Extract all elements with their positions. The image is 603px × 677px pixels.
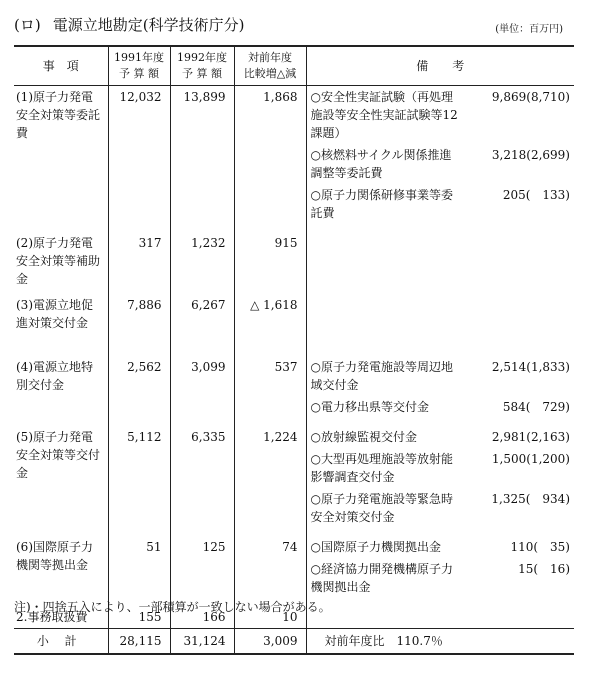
header-diff: 対前年度 比較増△減 [234, 46, 306, 86]
total-1992: 31,124 [170, 629, 234, 655]
row-diff: △ 1,618 [234, 290, 306, 352]
header-item: 事 項 [14, 46, 108, 86]
table-row [14, 422, 574, 532]
row-remarks [306, 532, 574, 602]
page-title [14, 14, 244, 35]
remark-text: ○原子力関係研修事業等委託費 [310, 188, 453, 220]
remark-item [311, 88, 571, 146]
remark-value: 2,514(1,833) [491, 360, 570, 374]
remark-text: ○大型再処理施設等放射能影響調査交付金 [310, 452, 453, 484]
remark-value: 1,325( 934) [491, 492, 570, 506]
remark-text: ○安全性実証試験（再処理施設等安全性実証試験等12課題） [310, 90, 458, 140]
header-remarks: 備 考 [306, 46, 574, 86]
row-diff: 10 [234, 602, 306, 629]
row-1991: 317 [108, 228, 170, 290]
row-item: (3)電源立地促進対策交付金 [16, 298, 93, 330]
remark-item [311, 538, 571, 560]
remark-item [311, 146, 571, 186]
row-1992: 13,899 [170, 86, 234, 229]
remark-text: ○電力移出県等交付金 [310, 400, 429, 414]
row-1992: 1,232 [170, 228, 234, 290]
budget-table [14, 45, 574, 655]
row-item: (2)原子力発電安全対策等補助金 [16, 236, 101, 286]
row-1991: 7,886 [108, 290, 170, 352]
total-diff: 3,009 [234, 629, 306, 655]
remark-text: ○核燃料サイクル関係推進調整等委託費 [310, 148, 452, 180]
row-item: (4)電源立地特別交付金 [16, 360, 93, 392]
row-1991: 12,032 [108, 86, 170, 229]
remark-value: 9,869(8,710) [491, 90, 570, 104]
remark-value: 1,500(1,200) [491, 452, 570, 466]
total-1991: 28,115 [108, 629, 170, 655]
row-diff: 1,868 [234, 86, 306, 229]
remark-text: ○経済協力開発機構原子力機関拠出金 [310, 562, 453, 594]
row-remarks [306, 86, 574, 229]
total-label: 小 計 [14, 629, 108, 655]
row-1992: 166 [170, 602, 234, 629]
remark-item [311, 186, 571, 226]
remark-value: 584( 729) [502, 400, 570, 414]
row-diff: 74 [234, 532, 306, 602]
row-1992: 3,099 [170, 352, 234, 422]
total-remark: 対前年度比 110.7％ [306, 629, 574, 655]
row-item: 2.事務取扱費 [16, 610, 88, 624]
header-1991: 1991年度 予 算 額 [108, 46, 170, 86]
header-row [14, 46, 574, 86]
row-1992: 6,267 [170, 290, 234, 352]
table-row [14, 352, 574, 422]
row-1992: 125 [170, 532, 234, 602]
row-diff: 915 [234, 228, 306, 290]
row-item: (1)原子力発電安全対策等委託費 [16, 90, 101, 140]
remark-item [311, 490, 571, 530]
remark-item [311, 358, 571, 398]
row-remarks [306, 290, 574, 352]
remark-item [311, 428, 571, 450]
row-1992: 6,335 [170, 422, 234, 532]
remark-item [311, 560, 571, 600]
total-row [14, 629, 574, 655]
row-1991: 155 [108, 602, 170, 629]
table-row [14, 290, 574, 352]
remark-item [311, 398, 571, 420]
row-remarks [306, 352, 574, 422]
remark-text: ○原子力発電施設等緊急時安全対策交付金 [310, 492, 453, 524]
remark-text: ○原子力発電施設等周辺地域交付金 [310, 360, 453, 392]
row-remarks [306, 422, 574, 532]
row-diff: 1,224 [234, 422, 306, 532]
footnote: 注)・四捨五入により、一部積算が一致しない場合がある。 [14, 600, 331, 614]
remark-text: ○放射線監視交付金 [310, 430, 417, 444]
table-row [14, 228, 574, 290]
remark-value: 205( 133) [502, 188, 570, 202]
table-row [14, 532, 574, 602]
remark-value: 110( 35) [510, 540, 570, 554]
row-remarks [306, 228, 574, 290]
remark-value: 2,981(2,163) [491, 430, 570, 444]
row-1991: 2,562 [108, 352, 170, 422]
remark-value: 3,218(2,699) [491, 148, 570, 162]
header-1992: 1992年度 予 算 額 [170, 46, 234, 86]
remark-item [311, 450, 571, 490]
row-1991: 5,112 [108, 422, 170, 532]
row-remarks [306, 602, 574, 629]
section-mark: (ロ) [14, 16, 41, 34]
row-1991: 51 [108, 532, 170, 602]
remark-value: 15( 16) [518, 562, 570, 576]
row-diff: 537 [234, 352, 306, 422]
unit-label: (単位：百万円) [495, 24, 563, 35]
remark-text: ○国際原子力機関拠出金 [310, 540, 441, 554]
row-item: (6)国際原子力機関等拠出金 [16, 540, 93, 572]
section-title: 電源立地勘定(科学技術庁分) [52, 16, 245, 34]
row-item: (5)原子力発電安全対策等交付金 [16, 430, 101, 480]
table-row [14, 86, 574, 229]
